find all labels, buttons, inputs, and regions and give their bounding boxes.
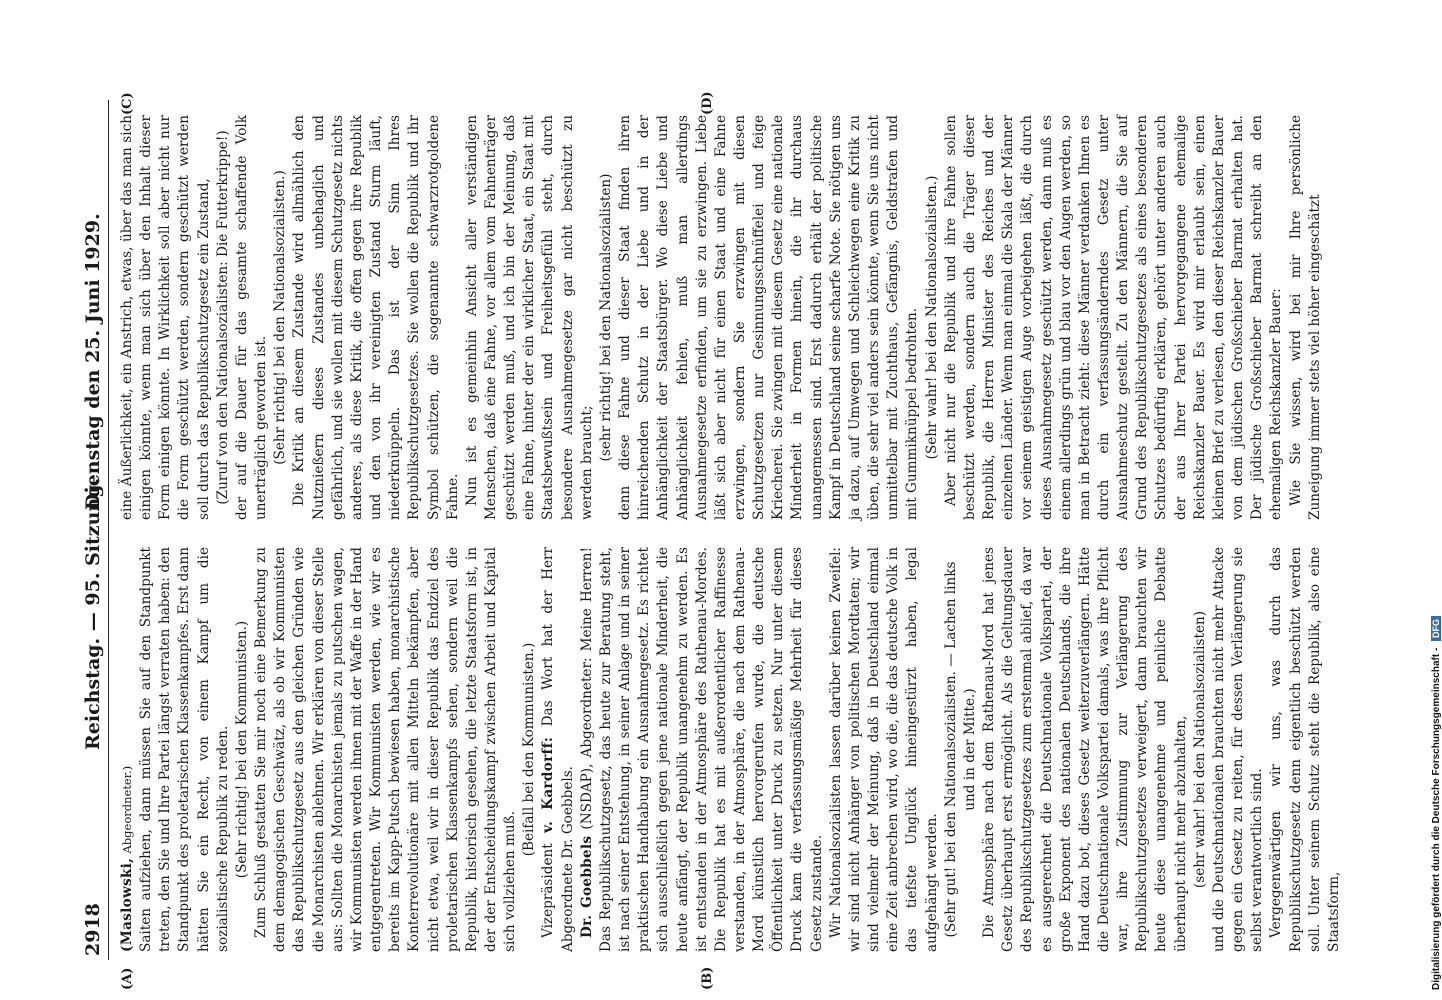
interjection: (Sehr richtig! bei den Kommunisten.) xyxy=(233,620,250,879)
paragraph: der auf die Dauer für das gesamte schaffende Volk unerträglich geworden ist. xyxy=(233,115,270,520)
rotated-page xyxy=(80,91,1342,990)
left-column xyxy=(118,546,1342,952)
speaker-line xyxy=(118,547,137,952)
president-text: Das Wort hat der Herr Abgeordnete Dr. Goebbels. xyxy=(540,546,576,952)
digitization-credit xyxy=(1416,0,1442,1000)
paragraph: Saiten aufziehen, dann müssen Sie auf den Standpunkt treten, den Sie und Ihre Partei längst verraten haben: den Standpunkt des proletarischen Klassenkampfes. Erst dann hätten Sie ein Recht, von einem Kampf um die sozialistische Republik zu reden. xyxy=(138,547,231,952)
dfg-logo: DFG xyxy=(1431,616,1441,641)
interjection: (Sehr richtig! bei den Nationalsozialisten.) xyxy=(272,170,289,465)
paragraph: Die Kritik an diesem Zustande wird allmählich den Nutznießern dieses Zustandes unbehaglich und gefährlich, und sie wollen mit diesem Schutzgesetz nichts anderes, als diese Kritik, die offen gegen ihre Republik und den von ihr vereinigten Zustand Sturm läuft, niederknüppeln. Das ist der Sinn Ihres Republikschutzgesetzes. Sie wollen die Republik und ihr Symbol schützen, die sogenannte schwarzrotgoldene Fahne. xyxy=(291,115,461,520)
interjection: (sehr wahr! bei den Nationalsozialisten) xyxy=(1191,610,1208,889)
speaker-paragraph xyxy=(578,547,827,952)
paragraph: Nun ist es gemeinhin Ansicht aller verständigen Menschen, daß eine Fahne, vor allem vom Fahnenträger geschützt werden muß, und ich bin der Meinung, daß eine Fahne, hinter der ein wirklicher Staat, ein Staat mit Staatsbewußtsein und Freiheitsgefühl steht, durch besondere Ausnahmegesetze gar nicht beschützt zu werden braucht; xyxy=(463,115,595,520)
margin-marker-d: (D) xyxy=(700,91,715,115)
session-title: Reichstag. — 95. Sitzung. xyxy=(82,477,104,750)
paragraph: Aber nicht nur die Republik und ihre Fahne sollen beschützt werden, sondern auch die Träger dieser Republik, die Herren Minister des Reiches und der einzelnen Länder. Wenn man einmal die Skala der Männer vor seinem geistigen Auge vorbeigehen läßt, die durch dieses Ausnahmegesetz geschützt werden, dann muß es einem allerdings grün und blau vor den Augen werden, so man in Betracht zieht: diese Männer verdanken Ihnen es durch ein verfassungsänderndes Gesetz unter Ausnahmeschutz gestellt. Zu den Männern, die Sie auf Grund des Republikschutzgesetzes als eines besonderen Schutzes bedürftig erklären, gehört unter anderen auch der aus Ihrer Partei hervorgegangene ehemalige Reichskanzler Bauer. Es wird mir erlaubt sein, einen kleinen Brief zu verlesen, den dieser Reichskanzler Bauer von dem jüdischen Großschieber Barmat erhalten hat. Der jüdische Großschieber Barmat schreibt an den ehemaligen Reichskanzler Bauer: xyxy=(942,115,1285,520)
margin-marker-b: (B) xyxy=(700,966,715,990)
president-title: Vizepräsident xyxy=(540,843,557,938)
speaker-role: Abgeordneter.) xyxy=(120,765,134,854)
paragraph: Vergegenwärtigen wir uns, was durch das Republikschutzgesetz denn eigentlich beschützt werden soll. Unter seinem Schutz steht die Republik, also eine Staatsform, xyxy=(1268,547,1342,952)
interjection: (Beifall bei den Kommunisten.) xyxy=(521,642,538,857)
paragraph: Zum Schluß gestatten Sie mir noch eine Bemerkung zu dem demagogischen Geschwätz, als ob wir Kommunisten das Republikschutzgesetz aus den gleichen Gründen wie die Monarchisten ablehnen. Wir erklären von dieser Stelle aus: Sollten die Monarchisten jemals zu putschen wagen, wir Kommunisten werden ihnen mit der Waffe in der Hand entgegentreten. Wir Kommunisten werden, wie wir es bereits im Kapp-Putsch bewiesen haben, monarchistische Konterrevolutionäre mit allen Mitteln bekämpfen, aber nicht etwa, weil wir in dieser Republik das Endziel des proletarischen Klassenkampfs sehen, sondern weil die Republik, historisch gesehen, die letzte Staatsform ist, in der der Entscheidungskampf zwischen Arbeit und Kapital sich vollziehen muß. xyxy=(253,547,519,952)
paragraph: Die Atmosphäre nach dem Rathenau-Mord hat jenes Gesetz überhaupt erst ermöglicht. Als die Geltungsdauer des Republikschutzgesetzes zum erstenmal ablief, da war es ausgerechnet die Deutschnationale Volkspartei, der große Exponent des nationalen Deutschlands, die ihre Hand dazu bot, dieses Gesetz weiterzuverlängern. Hätte die Deutschnationale Volkspartei damals, was ihre Pflicht war, ihre Zustimmung zur Verlängerung des Republikschutzgesetzes verweigert, dann brauchten wir heute diese unangenehme und peinliche Debatte überhaupt nicht mehr abzuhalten, xyxy=(981,547,1189,952)
paragraph: eine Äußerlichkeit, ein Anstrich, etwas, über das man sich einigen könnte, wenn man sich über den Inhalt dieser Form einigen könnte. In Wirklichkeit soll aber nicht nur die Form geschützt werden, sondern geschützt werden soll durch das Republikschutzgesetz ein Zustand, xyxy=(119,115,212,520)
speaker-text: (NSDAP), Abgeordneter: Meine Herren! Das Republikschutzgesetz, das heute zur Beratung steht, ist nach seiner Entstehung, in seiner Anlage und in seiner praktischen Handhabung ein Ausnahmegesetz. Es richtet sich ausschließlich gegen jene nationale Minderheit, die heute anfängt, der Republik unangenehm zu werden. Es ist entstanden in der Atmosphäre des Rathenau-Mordes. Die Republik hat es mit außerordentlicher Raffinesse verstanden, in der Atmosphäre, die nach dem Rathenau-Mord künstlich hervorgerufen wurde, die deutsche Öffentlichkeit unter Druck zu setzen. Nur unter diesem Druck kam die verfassungsmäßige Mehrheit für dieses Gesetz zustande. xyxy=(578,547,825,952)
paragraph: denn diese Fahne und dieser Staat finden ihren hinreichenden Schutz in der Liebe und in der Anhänglichkeit der Staatsbürger. Wo diese Liebe und Anhänglichkeit fehlen, muß man allerdings Ausnahmegesetze erfinden, um sie zu erzwingen. Liebe läßt sich aber nicht für einen Staat und eine Fahne erzwingen, sondern Sie erzwingen mit diesen Schutzgesetzen nur Gesinnungsschnüffelei und feige Kriecherei. Sie zwingen mit diesem Gesetz eine nationale Minderheit in Formen hinein, die ihr durchaus unangemessen sind. Erst dadurch erhält der politische Kampf in Deutschland seine scharfe Note. Sie nötigen uns ja dazu, auf Umwegen und Schleichwegen eine Kritik zu üben, die sehr viel anders sein könnte, wenn Sie uns nicht unmittelbar mit Zuchthaus, Gefängnis, Geldstrafen und mit Gummiknüppel bedrohten. xyxy=(617,115,921,520)
paragraph: Wir Nationalsozialisten lassen darüber keinen Zweifel: wir sind nicht Anhänger von politischen Mordtaten; wir sind vielmehr der Meinung, daß in Deutschland einmal eine Zeit anbrechen wird, wo die, die das deutsche Volk in das tiefste Unglück hineingestürzt haben, legal aufgehängt werden. xyxy=(827,547,940,952)
page-number: 2918 xyxy=(82,903,104,956)
credit-line xyxy=(1431,10,1442,990)
president-name: v. Kardorff: xyxy=(540,736,557,833)
speaker-name: Dr. Goebbels xyxy=(578,835,595,938)
margin-marker-c: (C) xyxy=(120,92,135,115)
credit-text: Digitalisierung gefördert durch die Deutsche Forschungsgemeinschaft - xyxy=(1431,647,1442,990)
page-header xyxy=(80,100,109,960)
speaker-name: (Maslowski, xyxy=(119,857,135,952)
president-remark xyxy=(539,547,577,952)
session-date: Dienstag den 25. Juni 1929. xyxy=(82,213,104,510)
paragraph: Wie Sie wissen, wird bei mir Ihre persönliche Zuneigung immer stets viel höher eingeschätzt xyxy=(1287,115,1323,520)
interjection: (Sehr wahr! bei den Nationalsozialisten.) xyxy=(923,175,940,460)
paragraph: und die Deutschnationalen brauchten nicht mehr Attacke gegen ein Gesetz zu reiten, für dessen Verlängerung sie selbst verantwortlich sind. xyxy=(1210,547,1266,952)
right-column xyxy=(118,115,1333,520)
interjection: (Sehr gut! bei den Nationalsozialisten. — Lachen links und in der Mitte.) xyxy=(942,561,978,938)
interjection: (Zuruf von den Nationalsozialisten: Die Futterkrippe!) xyxy=(214,130,231,505)
interjection: (sehr richtig! bei den Nationalsozialisten) xyxy=(597,173,614,462)
margin-marker-a: (A) xyxy=(120,967,135,990)
